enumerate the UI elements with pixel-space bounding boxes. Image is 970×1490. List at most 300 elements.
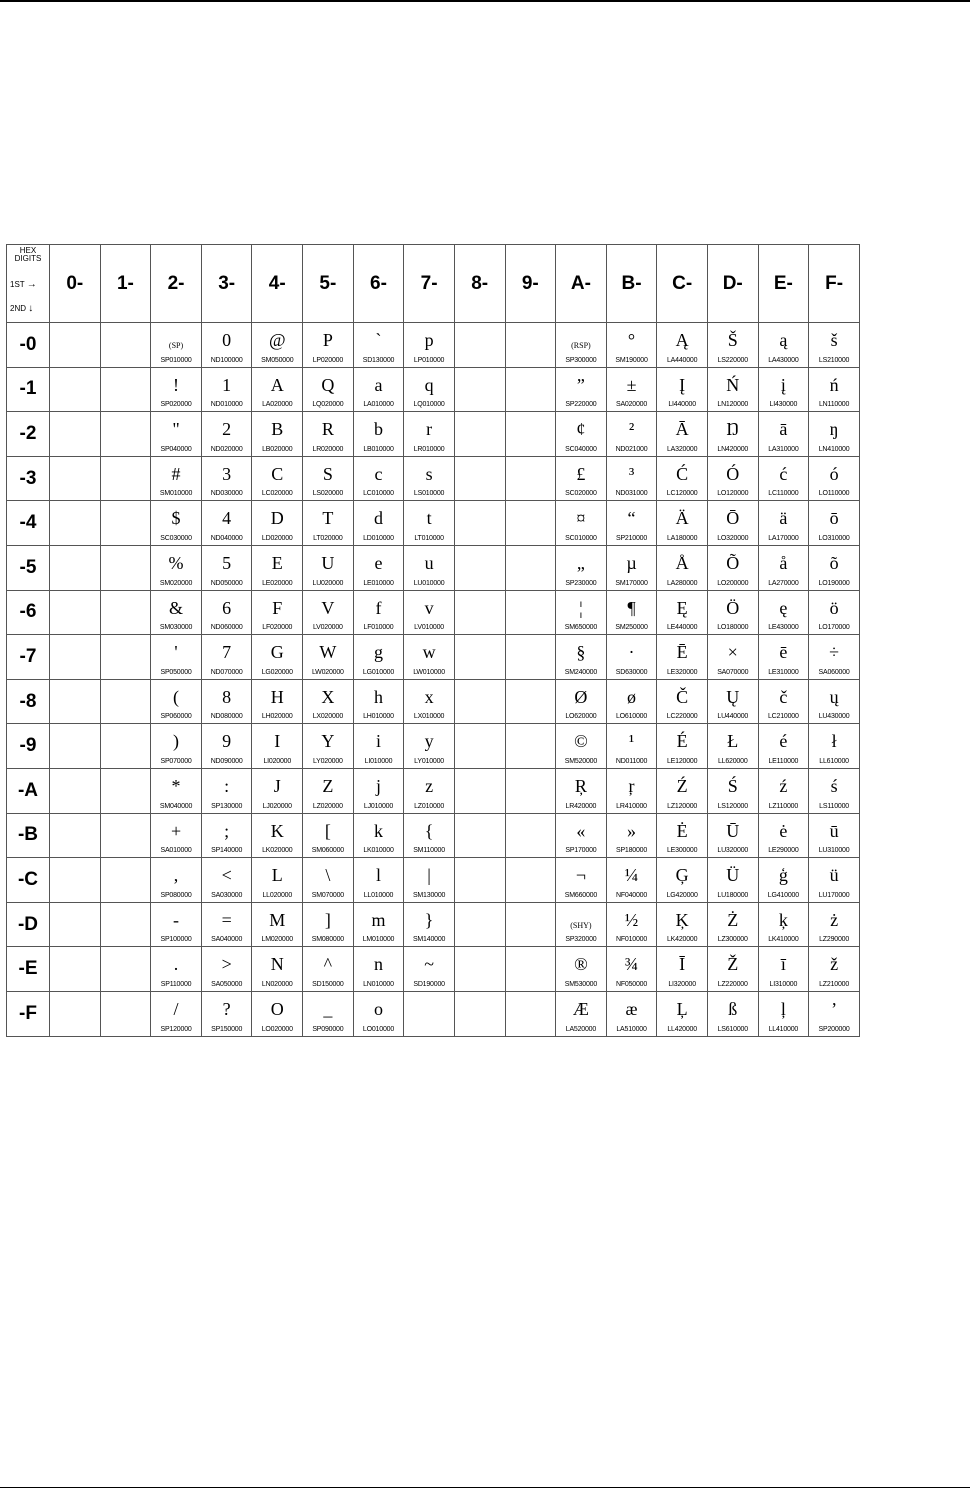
character-glyph: u — [424, 552, 434, 573]
table-cell — [505, 323, 556, 368]
table-cell — [252, 947, 303, 992]
character-glyph: É — [676, 731, 688, 752]
table-cell — [657, 768, 708, 813]
character-id: LA170000 — [768, 534, 799, 542]
character-id: LR420000 — [565, 802, 597, 810]
character-glyph: [ — [324, 820, 331, 841]
character-glyph: ; — [224, 820, 230, 841]
table-cell — [100, 590, 151, 635]
table-cell — [454, 367, 505, 412]
character-id: LJ020000 — [262, 802, 292, 810]
table-cell — [151, 590, 202, 635]
table-cell — [556, 813, 607, 858]
character-glyph: 4 — [222, 508, 232, 529]
character-id: ND090000 — [210, 757, 243, 765]
table-cell — [303, 412, 354, 457]
table-cell — [404, 768, 455, 813]
table-cell — [201, 635, 252, 680]
table-cell — [404, 501, 455, 546]
table-cell — [252, 991, 303, 1036]
table-cell — [201, 412, 252, 457]
character-id: LC110000 — [768, 490, 799, 498]
character-glyph: f — [375, 597, 382, 618]
character-glyph: w — [422, 642, 436, 663]
row-header: -1 — [7, 367, 50, 412]
table-cell — [556, 724, 607, 769]
table-cell — [404, 456, 455, 501]
character-glyph: Ä — [675, 508, 689, 529]
row-header: -3 — [7, 456, 50, 501]
character-id: SM170000 — [615, 579, 648, 587]
character-glyph: Ī — [679, 954, 686, 975]
character-id: ND060000 — [210, 624, 243, 632]
table-cell — [151, 724, 202, 769]
character-glyph: C — [271, 463, 284, 484]
character-id: LF010000 — [363, 624, 394, 632]
character-glyph: 3 — [222, 463, 232, 484]
table-cell — [758, 456, 809, 501]
character-id: LK010000 — [363, 847, 394, 855]
character-glyph: Ó — [726, 463, 740, 484]
character-glyph: į — [780, 374, 786, 395]
table-cell — [404, 679, 455, 724]
character-id: LL020000 — [262, 891, 293, 899]
character-id: LQ020000 — [312, 401, 344, 409]
character-id: LG020000 — [261, 668, 293, 676]
character-glyph: 5 — [222, 552, 232, 573]
character-glyph: K — [270, 820, 284, 841]
table-cell — [201, 991, 252, 1036]
character-id: LC220000 — [666, 713, 698, 721]
table-cell — [707, 501, 758, 546]
character-glyph: # — [171, 463, 181, 484]
character-glyph: Ö — [726, 597, 740, 618]
table-cell — [657, 367, 708, 412]
character-id: LE020000 — [262, 579, 293, 587]
column-header: 0- — [50, 245, 101, 323]
character-id: SD150000 — [312, 980, 344, 988]
character-id: LO120000 — [717, 490, 749, 498]
table-cell — [758, 858, 809, 903]
character-id: LV020000 — [312, 624, 343, 632]
table-cell — [556, 991, 607, 1036]
table-cell — [454, 545, 505, 590]
table-cell — [353, 367, 404, 412]
character-id: LU320000 — [717, 847, 749, 855]
table-cell — [100, 412, 151, 457]
table-row — [7, 590, 860, 635]
table-cell — [201, 902, 252, 947]
table-cell — [505, 902, 556, 947]
character-glyph: j — [375, 775, 381, 796]
character-glyph: ŗ — [628, 775, 635, 796]
table-cell — [606, 323, 657, 368]
character-id: SM110000 — [413, 847, 445, 855]
character-id: LE300000 — [666, 847, 698, 855]
character-glyph: ā — [779, 419, 788, 440]
table-cell — [809, 590, 860, 635]
table-row — [7, 323, 860, 368]
character-id: LH020000 — [261, 713, 293, 721]
character-id: LZ010000 — [414, 802, 445, 810]
character-id: LZ110000 — [768, 802, 799, 810]
row-header: -5 — [7, 545, 50, 590]
table-cell — [809, 367, 860, 412]
character-glyph: v — [424, 597, 434, 618]
table-cell — [252, 635, 303, 680]
table-cell — [657, 947, 708, 992]
character-glyph: ģ — [778, 865, 788, 886]
top-rule — [0, 0, 970, 2]
table-cell — [100, 323, 151, 368]
character-glyph: y — [424, 731, 434, 752]
table-cell — [50, 902, 101, 947]
table-cell — [252, 456, 303, 501]
table-cell — [454, 456, 505, 501]
table-body — [7, 323, 860, 1037]
character-id: SM650000 — [564, 624, 598, 632]
table-cell — [100, 545, 151, 590]
character-glyph: ( — [173, 686, 180, 707]
character-id: LB020000 — [262, 445, 293, 453]
character-glyph: Ć — [676, 463, 689, 484]
character-id: LD020000 — [261, 534, 293, 542]
character-glyph: M — [269, 909, 286, 930]
character-id: LC210000 — [767, 713, 799, 721]
character-id: ND020000 — [210, 445, 243, 453]
table-cell — [404, 635, 455, 680]
character-id: SP170000 — [565, 847, 597, 855]
table-cell — [505, 456, 556, 501]
character-id: SA030000 — [211, 891, 243, 899]
table-cell — [454, 768, 505, 813]
character-glyph: H — [270, 686, 284, 707]
character-glyph: J — [273, 775, 281, 796]
row-header: -E — [7, 947, 50, 992]
table-cell — [50, 813, 101, 858]
table-cell — [252, 902, 303, 947]
table-cell — [151, 858, 202, 903]
character-glyph: N — [270, 954, 284, 975]
character-id: SP150000 — [211, 1025, 243, 1033]
character-glyph: ~ — [424, 954, 434, 975]
table-cell — [252, 323, 303, 368]
character-id: LI320000 — [668, 980, 696, 988]
table-cell — [201, 590, 252, 635]
column-header: 3- — [201, 245, 252, 323]
table-cell — [505, 991, 556, 1036]
character-glyph: h — [373, 686, 383, 707]
character-glyph: ¤ — [576, 508, 586, 529]
table-cell — [151, 456, 202, 501]
table-cell — [404, 367, 455, 412]
character-glyph: š — [830, 330, 838, 350]
character-glyph: ! — [173, 374, 180, 395]
character-glyph: Ģ — [675, 865, 689, 886]
character-id: SP060000 — [160, 713, 192, 721]
table-cell — [252, 724, 303, 769]
table-cell — [353, 902, 404, 947]
character-glyph: z — [425, 775, 434, 796]
character-id: SA040000 — [211, 936, 243, 944]
character-glyph: ž — [830, 954, 839, 975]
character-id: SD630000 — [615, 668, 648, 676]
character-glyph: 2 — [222, 419, 232, 440]
character-glyph: e — [374, 552, 383, 573]
table-cell — [606, 545, 657, 590]
character-glyph: - — [173, 909, 180, 930]
character-glyph: ī — [780, 954, 786, 975]
table-cell — [505, 858, 556, 903]
character-glyph: + — [170, 820, 182, 841]
character-id: SA050000 — [211, 980, 243, 988]
table-cell — [353, 991, 404, 1036]
character-glyph: _ — [323, 998, 333, 1019]
table-cell — [100, 501, 151, 546]
character-id: SM240000 — [564, 668, 598, 676]
column-header: 8- — [454, 245, 505, 323]
character-id: LA440000 — [666, 356, 698, 364]
table-cell — [303, 367, 354, 412]
column-header: 6- — [353, 245, 404, 323]
table-cell — [353, 501, 404, 546]
table-cell — [454, 813, 505, 858]
table-cell — [201, 456, 252, 501]
character-id: LC120000 — [666, 490, 698, 498]
row-header: -D — [7, 902, 50, 947]
character-glyph: £ — [576, 463, 586, 484]
character-id: LE320000 — [666, 668, 698, 676]
character-glyph: c — [374, 463, 383, 484]
table-cell — [556, 679, 607, 724]
table-cell — [454, 991, 505, 1036]
character-glyph: ļ — [780, 998, 786, 1019]
character-id: SC030000 — [160, 534, 192, 542]
character-glyph: ę — [779, 597, 788, 618]
character-id: LU170000 — [818, 891, 850, 899]
table-cell — [556, 412, 607, 457]
character-glyph: 0 — [222, 330, 232, 350]
character-id: LR020000 — [312, 445, 344, 453]
character-glyph: Č — [676, 686, 689, 707]
character-glyph: m — [371, 909, 386, 930]
character-glyph: P — [322, 330, 333, 350]
bottom-rule — [0, 1487, 970, 1488]
row-header: -0 — [7, 323, 50, 368]
table-row — [7, 947, 860, 992]
character-id: ND100000 — [210, 356, 243, 364]
character-id: LU310000 — [818, 847, 850, 855]
character-id: LL410000 — [768, 1025, 799, 1033]
table-cell — [303, 902, 354, 947]
character-id: LE110000 — [768, 757, 799, 765]
character-id: LO020000 — [261, 1025, 293, 1033]
character-glyph: ¢ — [576, 419, 586, 440]
table-cell — [505, 813, 556, 858]
character-glyph: „ — [576, 552, 585, 573]
character-id: SP180000 — [615, 847, 648, 855]
character-glyph: ó — [829, 463, 839, 484]
table-cell — [606, 947, 657, 992]
character-glyph: õ — [829, 552, 839, 573]
table-cell — [657, 501, 708, 546]
table-cell — [201, 768, 252, 813]
table-cell — [50, 412, 101, 457]
table-cell — [50, 456, 101, 501]
character-glyph: (SP) — [168, 341, 184, 350]
table-cell — [758, 323, 809, 368]
character-glyph: L — [271, 865, 283, 886]
character-id: LA010000 — [363, 401, 394, 409]
table-cell — [201, 679, 252, 724]
table-cell — [50, 991, 101, 1036]
character-glyph: Z — [322, 775, 334, 796]
character-glyph: « — [576, 820, 586, 841]
table-cell — [404, 323, 455, 368]
table-cell — [758, 991, 809, 1036]
table-cell — [50, 768, 101, 813]
table-cell — [707, 323, 758, 368]
character-id: LS610000 — [717, 1025, 748, 1033]
character-glyph: ¦ — [579, 597, 583, 618]
table-cell — [707, 724, 758, 769]
character-glyph: ł — [831, 731, 837, 752]
table-cell — [353, 323, 404, 368]
character-glyph: ū — [829, 820, 839, 841]
character-id: LO320000 — [717, 534, 749, 542]
character-id: NF050000 — [615, 980, 648, 988]
character-id: SA010000 — [160, 847, 192, 855]
character-id: LS120000 — [717, 802, 748, 810]
character-id: LJ010000 — [363, 802, 394, 810]
character-id: SP040000 — [160, 445, 192, 453]
table-cell — [505, 724, 556, 769]
character-glyph: Į — [679, 374, 686, 395]
character-id: SP100000 — [160, 936, 192, 944]
character-id: NF010000 — [615, 936, 648, 944]
row-header: -A — [7, 768, 50, 813]
character-glyph: } — [424, 909, 434, 930]
character-id: LC010000 — [363, 490, 394, 498]
character-id: LA280000 — [666, 579, 698, 587]
table-cell — [151, 545, 202, 590]
table-cell — [657, 545, 708, 590]
character-glyph: ² — [628, 419, 635, 440]
table-cell — [151, 412, 202, 457]
character-id: LE290000 — [768, 847, 799, 855]
character-id: LR410000 — [616, 802, 647, 810]
character-id: LY010000 — [414, 757, 444, 765]
character-id: LE440000 — [666, 624, 698, 632]
table-cell — [657, 724, 708, 769]
table-cell — [606, 858, 657, 903]
character-id: LU010000 — [413, 579, 445, 587]
table-cell — [50, 858, 101, 903]
character-glyph: © — [574, 731, 588, 752]
character-glyph: ¾ — [624, 954, 639, 975]
character-id: LA510000 — [616, 1025, 647, 1033]
character-glyph: ' — [174, 642, 178, 663]
character-glyph: Å — [675, 552, 689, 573]
character-glyph: x — [424, 686, 434, 707]
row-header: -4 — [7, 501, 50, 546]
character-glyph: ÷ — [829, 642, 840, 663]
character-id: LS020000 — [312, 490, 344, 498]
table-cell — [657, 323, 708, 368]
character-glyph: Ų — [726, 686, 740, 707]
character-glyph: æ — [625, 998, 638, 1019]
character-id: SM060000 — [311, 847, 344, 855]
table-cell — [556, 456, 607, 501]
character-id: LG420000 — [666, 891, 698, 899]
character-id: SC020000 — [565, 490, 597, 498]
character-glyph: ” — [576, 374, 585, 395]
table-cell — [353, 412, 404, 457]
character-glyph: p — [424, 330, 434, 350]
character-id: SM190000 — [615, 356, 648, 364]
character-id: LA520000 — [565, 1025, 597, 1033]
table-cell — [353, 590, 404, 635]
table-cell — [100, 679, 151, 724]
table-cell — [707, 590, 758, 635]
table-cell — [606, 902, 657, 947]
row-header: -2 — [7, 412, 50, 457]
character-id: LG410000 — [767, 891, 799, 899]
row-header: -6 — [7, 590, 50, 635]
table-cell — [404, 412, 455, 457]
table-cell — [303, 991, 354, 1036]
table-cell — [758, 724, 809, 769]
character-id: SM140000 — [412, 936, 446, 944]
character-glyph: ķ — [778, 909, 788, 930]
table-cell — [303, 456, 354, 501]
character-id: SP010000 — [160, 356, 192, 364]
table-cell — [556, 902, 607, 947]
character-id: LZ020000 — [312, 802, 343, 810]
table-cell — [809, 947, 860, 992]
table-cell — [252, 858, 303, 903]
row-header: -F — [7, 991, 50, 1036]
table-cell — [201, 367, 252, 412]
character-glyph: ü — [829, 865, 839, 886]
character-id: SA070000 — [717, 668, 749, 676]
table-cell — [657, 991, 708, 1036]
table-cell — [606, 635, 657, 680]
table-row — [7, 679, 860, 724]
character-id: LN020000 — [261, 980, 293, 988]
column-header: B- — [606, 245, 657, 323]
table-cell — [454, 323, 505, 368]
character-id: LV010000 — [414, 624, 444, 632]
first-digit-label: 1ST → — [10, 279, 37, 290]
table-cell — [606, 724, 657, 769]
table-cell — [809, 456, 860, 501]
table-cell — [303, 545, 354, 590]
table-cell — [151, 367, 202, 412]
character-id: SM660000 — [564, 891, 598, 899]
table-cell — [353, 858, 404, 903]
character-id: ND021000 — [615, 445, 648, 453]
character-id: SM520000 — [564, 757, 598, 765]
character-id: LN010000 — [363, 980, 394, 988]
table-cell — [454, 679, 505, 724]
table-cell — [707, 367, 758, 412]
character-glyph: ų — [829, 686, 839, 707]
table-cell — [100, 991, 151, 1036]
character-glyph: » — [627, 820, 637, 841]
table-cell — [606, 813, 657, 858]
table-cell — [303, 947, 354, 992]
